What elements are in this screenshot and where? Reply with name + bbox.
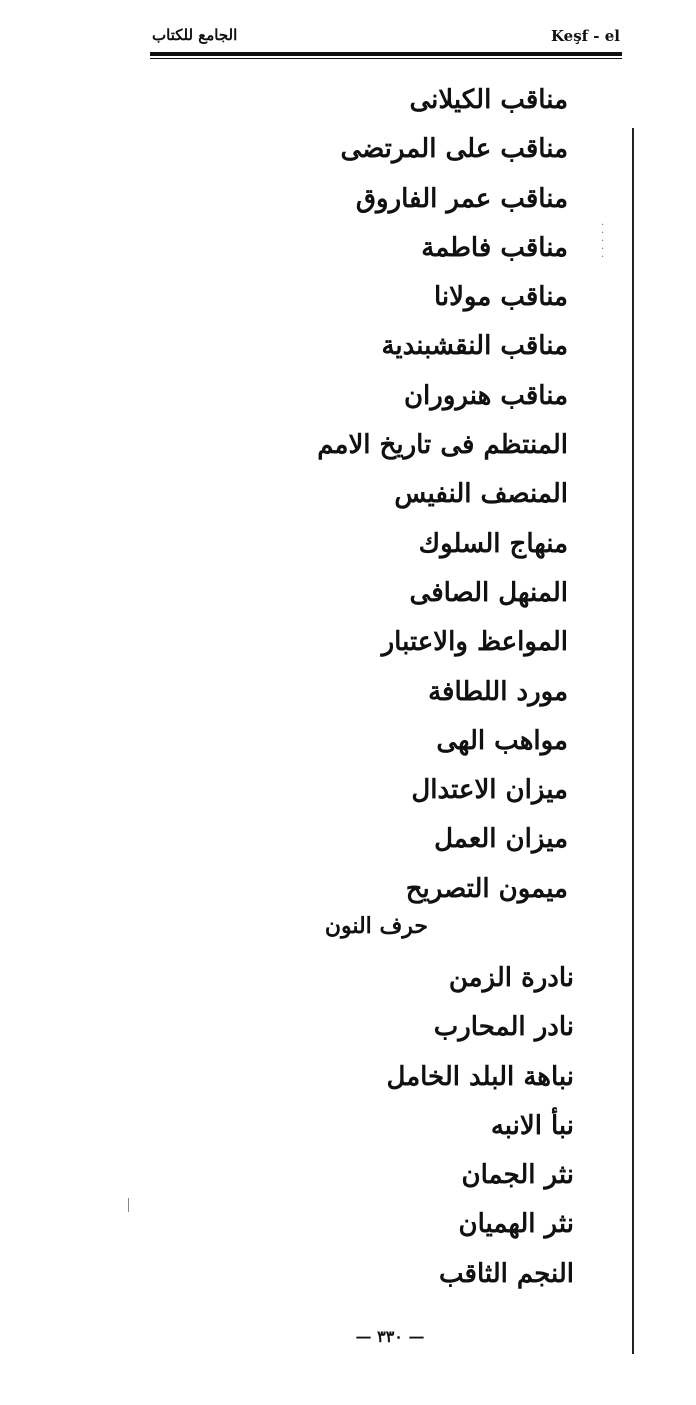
list-item: ميمون التصريح [405, 873, 568, 904]
list-item: منهاج السلوك [418, 528, 568, 559]
scan-mark [128, 1198, 129, 1212]
page-number: — ٣٣٠ — [355, 1327, 425, 1346]
list-item: نثر الهميان [458, 1209, 574, 1240]
list-item: مناقب هنروران [403, 380, 568, 411]
margin-vertical-rule [632, 128, 634, 1354]
list-item: نبأ الانبه [490, 1110, 574, 1141]
section-heading: حرف النون [324, 913, 428, 939]
list-item: مناقب فاطمة [421, 232, 568, 263]
list-item: ميزان الاعتدال [411, 775, 568, 806]
header-rule-thin [150, 58, 622, 59]
list-item: مناقب مولانا [433, 282, 568, 313]
list-item: المنصف النفيس [394, 479, 568, 510]
list-item: مورد اللطافة [428, 676, 568, 707]
list-item: المنتظم فى تاريخ الامم [317, 430, 568, 461]
list-item: نباهة البلد الخامل [386, 1061, 574, 1092]
running-header-arabic: الجامع للكتاب [152, 26, 238, 44]
list-item: نادر المحارب [433, 1012, 574, 1043]
list-item: المواعظ والاعتبار [381, 627, 568, 658]
list-item: مناقب النقشبندية [381, 331, 568, 362]
list-item: مناقب الكيلانى [409, 85, 568, 115]
list-item: نثر الجمان [461, 1160, 574, 1191]
list-item: ميزان العمل [434, 824, 568, 855]
list-item: مناقب عمر الفاروق [355, 183, 568, 214]
list-item: النجم الثاقب [438, 1258, 574, 1289]
list-item: المنهل الصافى [409, 577, 568, 608]
list-item: نادرة الزمن [448, 963, 574, 993]
scan-speckles: · · · · · [601, 220, 605, 263]
entry-list-section-nun [154, 954, 574, 1299]
entry-list [148, 76, 568, 914]
list-item: مواهب الهى [436, 725, 568, 756]
header-rule-thick [150, 52, 622, 56]
running-header-latin: Keşf - el [550, 27, 620, 45]
list-item: مناقب على المرتضى [340, 134, 568, 165]
